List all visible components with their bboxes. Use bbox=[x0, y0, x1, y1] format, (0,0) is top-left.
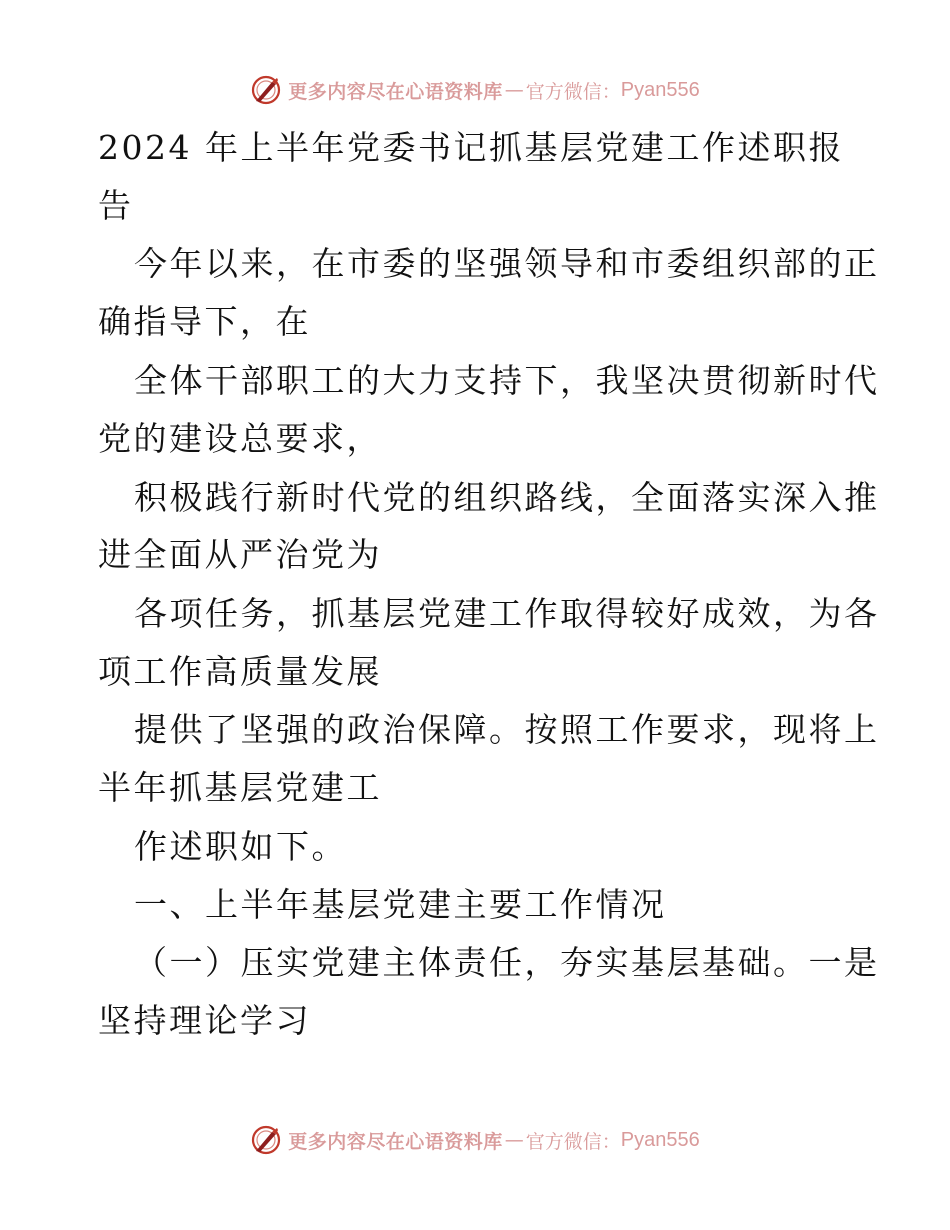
paragraph-line: 确指导下，在 bbox=[98, 302, 311, 341]
watermark-wechat-id: Pyan556 bbox=[620, 78, 700, 101]
paragraph-line: 各项任务，抓基层党建工作取得较好成效，为各 bbox=[134, 594, 880, 633]
quill-pen-logo-icon bbox=[250, 74, 282, 106]
section-heading: 一、上半年基层党建主要工作情况 bbox=[134, 885, 667, 924]
document-title-line-1: 2024 年上半年党委书记抓基层党建工作述职报 bbox=[98, 128, 844, 167]
paragraph-line: 全体干部职工的大力支持下，我坚决贯彻新时代 bbox=[134, 361, 880, 400]
paragraph-line: 积极践行新时代党的组织路线，全面落实深入推 bbox=[134, 478, 880, 517]
watermark-banner-bottom bbox=[0, 1120, 950, 1160]
paragraph-line: 今年以来，在市委的坚强领导和市委组织部的正 bbox=[134, 244, 880, 283]
document-title-line-2: 告 bbox=[98, 186, 134, 225]
paragraph-line: 进全面从严治党为 bbox=[98, 535, 382, 574]
watermark-separator: — bbox=[504, 1129, 524, 1151]
watermark-wechat-label: 官方微信： bbox=[525, 80, 621, 103]
paragraph-line: 提供了坚强的政治保障。按照工作要求，现将上 bbox=[134, 710, 880, 749]
paragraph-line: 半年抓基层党建工 bbox=[98, 768, 382, 807]
paragraph-line: 项工作高质量发展 bbox=[98, 652, 382, 691]
watermark-wechat-id: Pyan556 bbox=[620, 1128, 700, 1151]
quill-pen-logo-icon bbox=[250, 1124, 282, 1156]
paragraph-line: 坚持理论学习 bbox=[98, 1001, 311, 1040]
watermark-site-text: 更多内容尽在心语资料库 bbox=[288, 80, 503, 103]
watermark-banner-top bbox=[0, 70, 950, 110]
paragraph-line: 作述职如下。 bbox=[134, 827, 347, 866]
watermark-wechat-label: 官方微信： bbox=[525, 1130, 621, 1153]
paragraph-line: 党的建设总要求， bbox=[98, 419, 382, 458]
watermark-separator: — bbox=[504, 79, 524, 101]
watermark-site-text: 更多内容尽在心语资料库 bbox=[288, 1130, 503, 1153]
subsection-heading: （一）压实党建主体责任，夯实基层基础。一是 bbox=[134, 943, 880, 982]
